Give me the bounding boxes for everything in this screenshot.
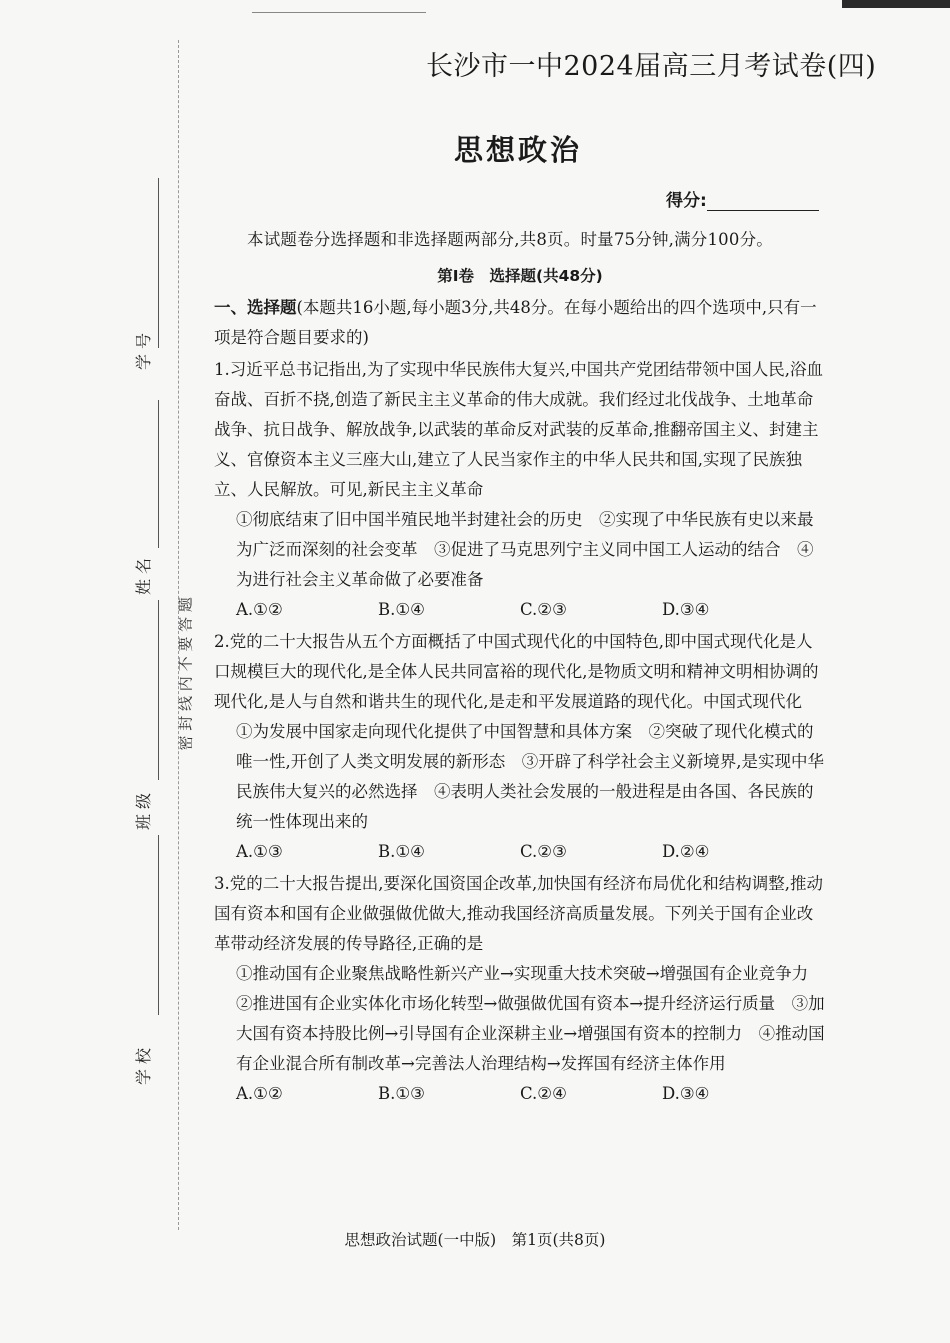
question-statements: ①推动国有企业聚焦战略性新兴产业→实现重大技术突破→增强国有企业竞争力 ②推进国有企业实体化市场化转型→做强做优国有资本→提升经济运行质量 ③加大国有资本持股比例→引导国有企业深耕主业→增强国有资本的控制力 ④推动国有企业混合所有制改革→完善法人治理结构→发挥国有经济主体作用 bbox=[236, 964, 825, 1073]
school-line bbox=[158, 835, 159, 1015]
name-label: 姓 名 bbox=[134, 557, 154, 596]
name-line bbox=[158, 400, 159, 548]
choice-d: D.③④ bbox=[662, 600, 710, 619]
answer-choices bbox=[214, 595, 826, 625]
choice-c: C.②④ bbox=[520, 1084, 567, 1103]
question-statements: ①为发展中国家走向现代化提供了中国智慧和具体方案 ②突破了现代化模式的唯一性,开创了人类文明发展的新形态 ③开辟了科学社会主义新境界,是实现中华民族伟大复兴的必然选择 ④表明人类社会发展的一般进程是由各国、各民族的统一性体现出来的 bbox=[236, 722, 824, 831]
choice-c: C.②③ bbox=[520, 600, 567, 619]
top-rule bbox=[252, 12, 426, 13]
exam-title: 长沙市一中2024届高三月考试卷(四) bbox=[426, 51, 877, 82]
choice-d: D.③④ bbox=[662, 1084, 710, 1103]
subject-title: 思想政治 bbox=[454, 133, 583, 167]
question-stem: 3.党的二十大报告提出,要深化国资国企改革,加快国有经济布局优化和结构调整,推动国有资本和国有企业做强做优做大,推动我国经济高质量发展。下列关于国有企业改革带动经济发展的传导路径,正确的是 bbox=[214, 874, 823, 953]
question-stem: 1.习近平总书记指出,为了实现中华民族伟大复兴,中国共产党团结带领中国人民,浴血奋战、百折不挠,创造了新民主主义革命的伟大成就。我们经过北伐战争、土地革命战争、抗日战争、解放战争,以武装的革命反对武装的反革命,推翻帝国主义、封建主义、官僚资本主义三座大山,建立了人民当家作主的中华人民共和国,实现了民族独立、人民解放。可见,新民主主义革命 bbox=[214, 360, 823, 499]
choice-b: B.①③ bbox=[378, 1084, 425, 1103]
choice-b: B.①④ bbox=[378, 600, 425, 619]
seal-dash-line bbox=[178, 40, 179, 1230]
question-statements: ①彻底结束了旧中国半殖民地半封建社会的历史 ②实现了中华民族有史以来最为广泛而深刻的社会变革 ③促进了马克思列宁主义同中国工人运动的结合 ④为进行社会主义革命做了必要准备 bbox=[236, 510, 814, 589]
class-label: 班 级 bbox=[134, 792, 154, 831]
choice-b: B.①④ bbox=[378, 842, 425, 861]
score-field bbox=[666, 186, 819, 211]
page-footer: 思想政治试题(一中版) 第1页(共8页) bbox=[344, 1231, 606, 1249]
seal-notice: 密 封 线 内 不 要 答 题 bbox=[176, 597, 195, 751]
choice-d: D.②④ bbox=[662, 842, 710, 861]
score-blank bbox=[707, 194, 819, 211]
student-id-line bbox=[158, 178, 159, 348]
choice-a: A.①② bbox=[236, 1084, 283, 1103]
answer-choices bbox=[214, 1079, 826, 1109]
exam-content bbox=[214, 225, 826, 1111]
student-id-label: 学 号 bbox=[134, 332, 154, 371]
question-1 bbox=[214, 355, 826, 625]
score-label: 得分: bbox=[666, 191, 707, 211]
answer-choices bbox=[214, 837, 826, 867]
section-title: 第Ⅰ卷 选择题(共48分) bbox=[437, 267, 603, 285]
scan-edge-shadow bbox=[842, 0, 950, 8]
question-stem: 2.党的二十大报告从五个方面概括了中国式现代化的中国特色,即中国式现代化是人口规模巨大的现代化,是全体人民共同富裕的现代化,是物质文明和精神文明相协调的现代化,是人与自然和谐共生的现代化,是走和平发展道路的现代化。中国式现代化 bbox=[214, 632, 819, 711]
question-3 bbox=[214, 869, 826, 1109]
part-heading bbox=[214, 293, 826, 353]
choice-c: C.②③ bbox=[520, 842, 567, 861]
part-label: 一、选择题 bbox=[214, 298, 297, 317]
school-label: 学 校 bbox=[134, 1047, 154, 1086]
part-note: (本题共16小题,每小题3分,共48分。在每小题给出的四个选项中,只有一项是符合题目要求的) bbox=[214, 298, 817, 347]
question-2 bbox=[214, 627, 826, 867]
intro-text: 本试题卷分选择题和非选择题两部分,共8页。时量75分钟,满分100分。 bbox=[247, 230, 773, 249]
choice-a: A.①② bbox=[236, 600, 283, 619]
choice-a: A.①③ bbox=[236, 842, 283, 861]
class-line bbox=[158, 600, 159, 780]
